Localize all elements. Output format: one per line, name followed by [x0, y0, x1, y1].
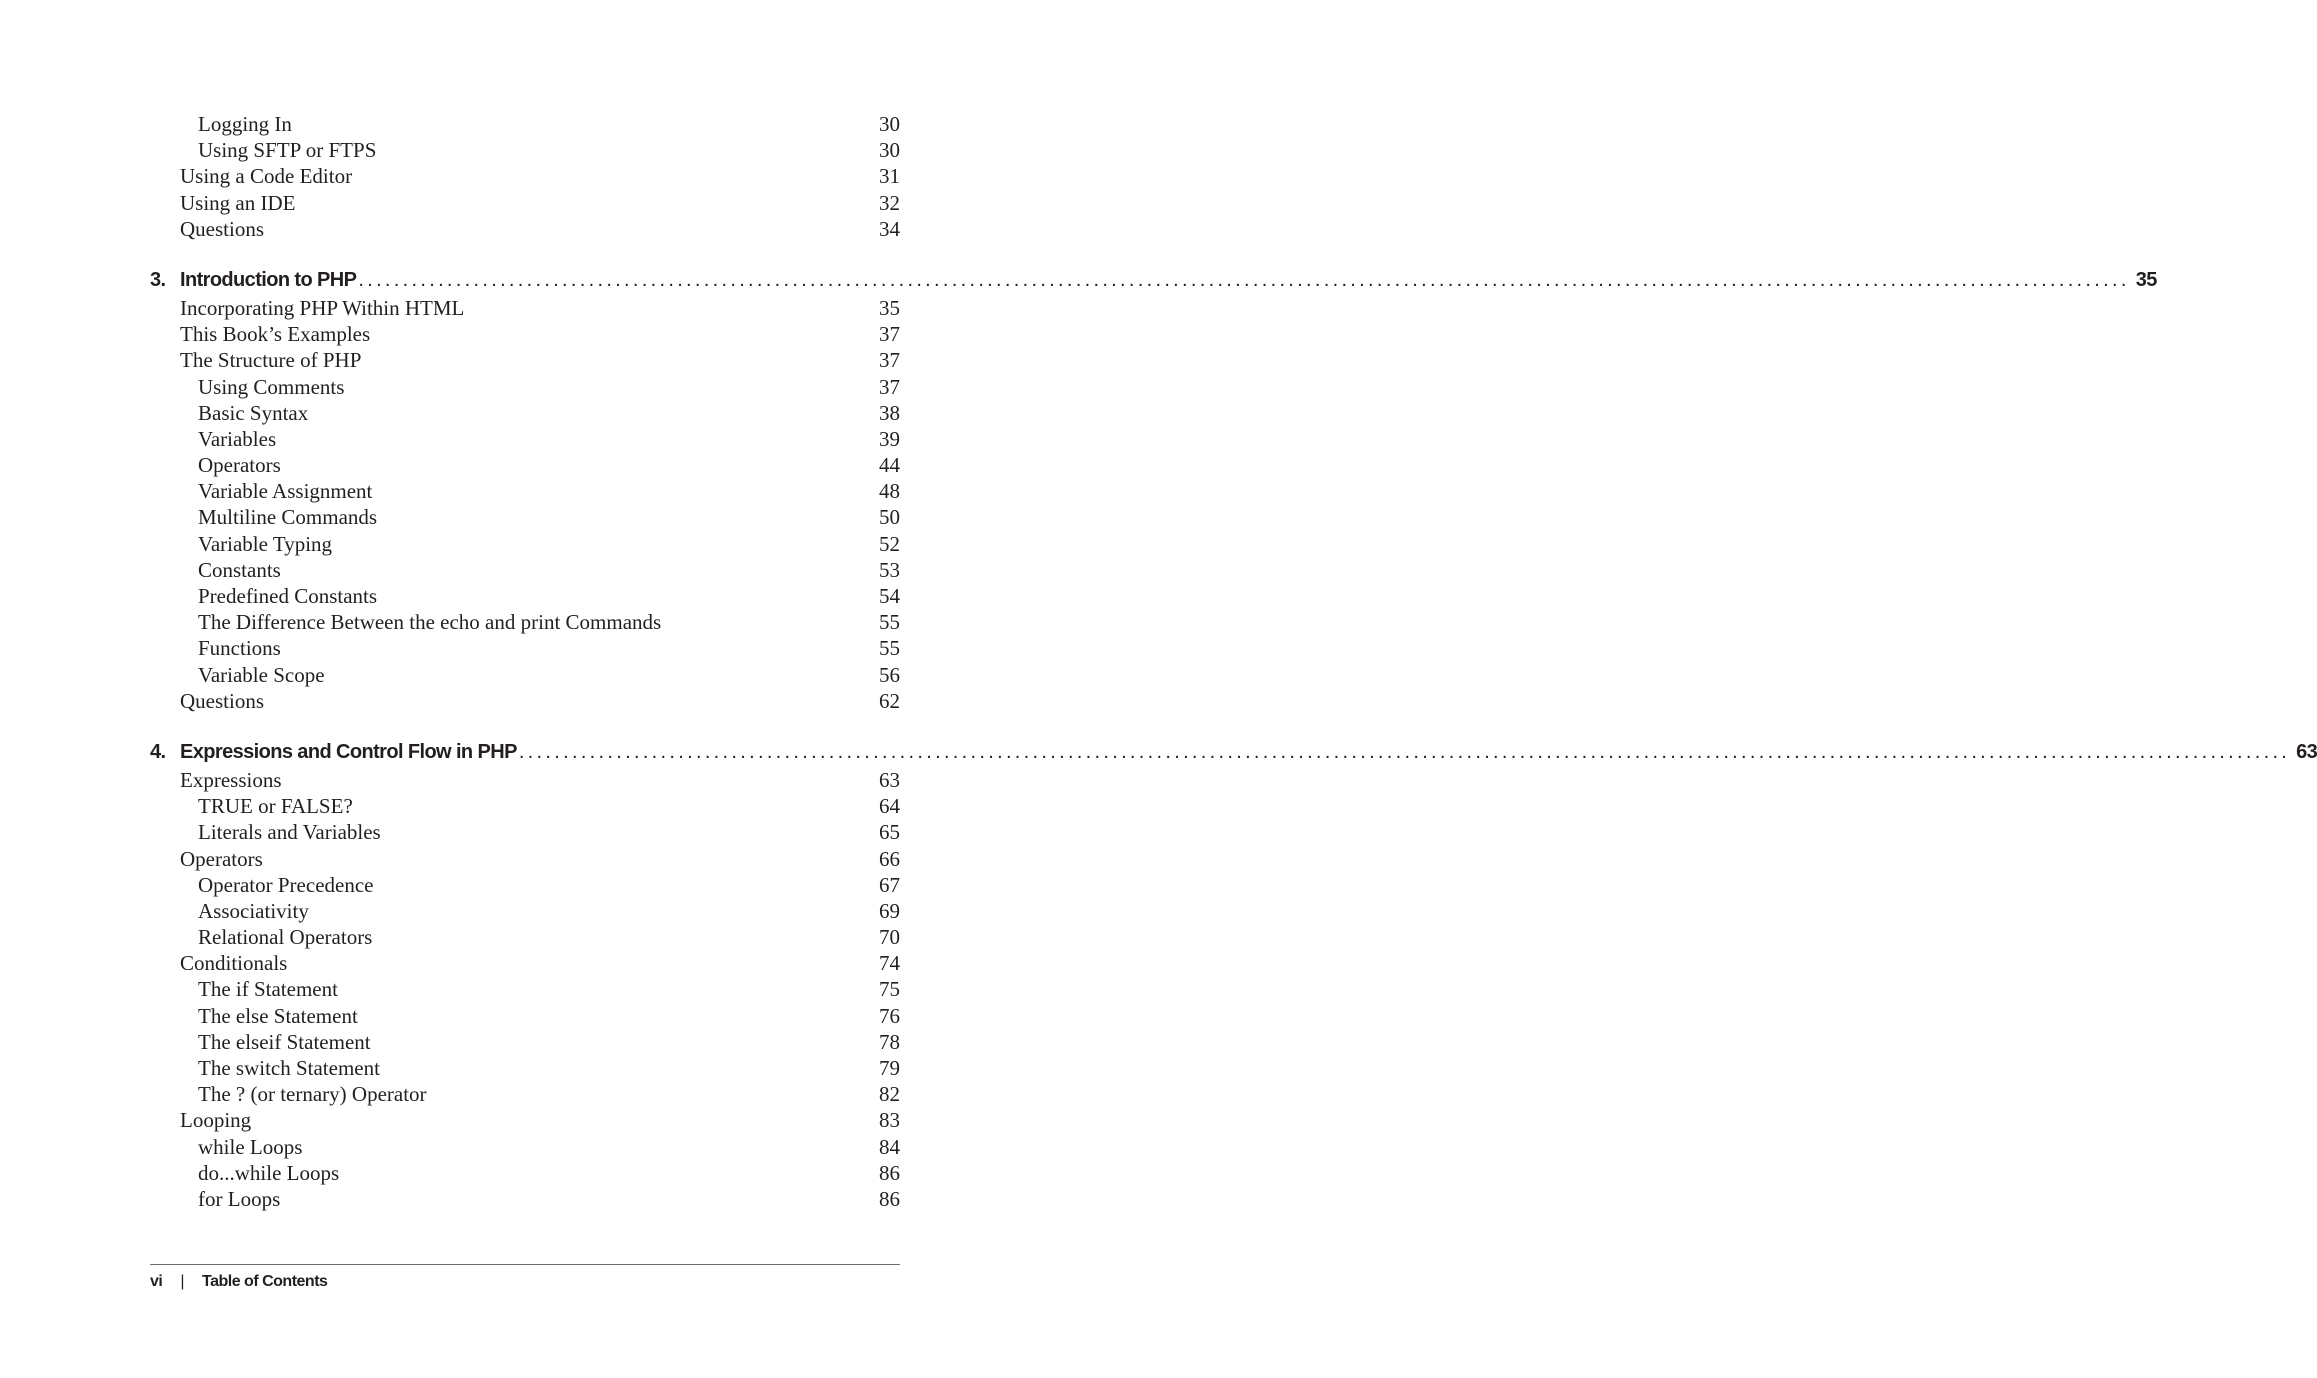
toc-subsection-entry — [150, 504, 900, 530]
toc-section-entry — [150, 321, 900, 347]
entry-page-number: 76 — [879, 1003, 900, 1028]
toc-subsection-entry — [150, 531, 900, 557]
entry-page-number: 79 — [879, 1056, 900, 1080]
entry-page-number: 48 — [879, 479, 900, 504]
entry-page-number: 66 — [879, 846, 900, 871]
entry-page-number: 44 — [879, 453, 900, 478]
entry-page-number: 38 — [879, 400, 900, 425]
entry-title: Operators — [180, 846, 263, 871]
entry-page-number: 75 — [879, 977, 900, 1002]
toc-section-entry — [150, 767, 900, 793]
entry-page-number: 34 — [879, 216, 900, 241]
entry-title: Variables — [198, 426, 277, 451]
entry-title: Operators — [198, 453, 281, 478]
chapter-page-number: 63 — [2296, 740, 2317, 763]
table-of-contents — [150, 111, 2317, 1212]
chapter-number: 3. — [150, 268, 166, 291]
toc-chapter-heading — [150, 738, 2317, 767]
entry-title: Conditionals — [180, 951, 288, 976]
entry-title: Questions — [180, 688, 264, 713]
toc-subsection-entry — [150, 583, 900, 609]
entry-page-number: 74 — [879, 951, 900, 976]
entry-title: Functions — [198, 636, 281, 661]
toc-subsection-entry — [150, 426, 900, 452]
entry-title: This Book’s Examples — [180, 322, 371, 347]
footer-page-number: vi — [150, 1273, 163, 1290]
toc-subsection-entry — [150, 793, 900, 819]
entry-title: Constants — [198, 557, 281, 582]
entry-title: Variable Scope — [198, 662, 325, 687]
toc-subsection-entry — [150, 609, 900, 635]
entry-page-number: 50 — [879, 505, 900, 530]
entry-title: Using an IDE — [180, 190, 296, 215]
toc-section-entry — [150, 216, 900, 242]
toc-section-entry — [150, 846, 900, 872]
entry-title: The Difference Between the echo and print Commands — [198, 610, 662, 635]
entry-page-number: 86 — [879, 1160, 900, 1185]
entry-title: Logging In — [198, 112, 292, 136]
toc-subsection-entry — [150, 557, 900, 583]
toc-subsection-entry — [150, 635, 900, 661]
entry-page-number: 32 — [879, 190, 900, 215]
entry-title: The Structure of PHP — [180, 348, 362, 373]
page-footer — [150, 1264, 900, 1290]
entry-title: Basic Syntax — [198, 400, 309, 425]
entry-page-number: 67 — [879, 872, 900, 897]
chapter-title: Introduction to PHP — [180, 268, 357, 291]
toc-subsection-entry — [150, 662, 900, 688]
chapter-title: Expressions and Control Flow in PHP — [180, 740, 517, 763]
entry-title: Associativity — [198, 898, 309, 923]
entry-title: Variable Typing — [198, 531, 333, 556]
entry-page-number: 56 — [879, 662, 900, 687]
entry-title: do...while Loops — [198, 1160, 340, 1185]
toc-subsection-entry — [150, 898, 900, 924]
toc-subsection-entry — [150, 1186, 900, 1212]
entry-page-number: 37 — [879, 322, 900, 347]
toc-subsection-entry — [150, 374, 900, 400]
entry-title: Using SFTP or FTPS — [198, 138, 377, 163]
dot-leader: ........................................................................................................................................................................................................ — [518, 740, 2291, 763]
entry-page-number: 55 — [879, 636, 900, 661]
toc-subsection-entry — [150, 976, 900, 1002]
entry-page-number: 78 — [879, 1029, 900, 1054]
entry-title: Relational Operators — [198, 925, 373, 950]
footer-separator: | — [180, 1273, 184, 1290]
toc-subsection-entry — [150, 478, 900, 504]
entry-title: Multiline Commands — [198, 505, 378, 530]
entry-title: Looping — [180, 1108, 252, 1133]
toc-subsection-entry — [150, 137, 900, 163]
entry-page-number: 54 — [879, 584, 900, 608]
toc-subsection-entry — [150, 872, 900, 898]
entry-title: The else Statement — [198, 1003, 358, 1028]
entry-page-number: 30 — [879, 138, 900, 163]
toc-section-entry — [150, 688, 900, 714]
entry-page-number: 39 — [879, 426, 900, 451]
footer-section-title: Table of Contents — [202, 1273, 328, 1290]
entry-page-number: 65 — [879, 820, 900, 845]
entry-page-number: 86 — [879, 1186, 900, 1211]
entry-title: TRUE or FALSE? — [198, 794, 353, 819]
entry-page-number: 55 — [879, 610, 900, 635]
entry-title: Using Comments — [198, 374, 345, 399]
entry-page-number: 70 — [879, 925, 900, 950]
toc-subsection-entry — [150, 452, 900, 478]
toc-subsection-entry — [150, 1029, 900, 1055]
toc-section-entry — [150, 1107, 900, 1133]
entry-title: while Loops — [198, 1134, 303, 1159]
entry-title: Expressions — [180, 767, 282, 792]
entry-title: The switch Statement — [198, 1056, 380, 1080]
toc-section-entry — [150, 950, 900, 976]
entry-page-number: 69 — [879, 898, 900, 923]
toc-subsection-entry — [150, 1055, 900, 1081]
entry-page-number: 52 — [879, 531, 900, 556]
entry-page-number: 37 — [879, 348, 900, 373]
toc-chapter-heading — [150, 266, 2157, 295]
entry-title: Using a Code Editor — [180, 164, 353, 189]
entry-title: Operator Precedence — [198, 872, 374, 897]
entry-title: Variable Assignment — [198, 479, 373, 504]
entry-title: Questions — [180, 216, 264, 241]
entry-title: The elseif Statement — [198, 1029, 371, 1054]
entry-page-number: 31 — [879, 164, 900, 189]
entry-page-number: 35 — [879, 295, 900, 320]
dot-leader: ........................................................................................................................................................................................................ — [358, 268, 2130, 291]
entry-title: Predefined Constants — [198, 584, 378, 608]
toc-subsection-entry — [150, 1003, 900, 1029]
entry-page-number: 30 — [879, 112, 900, 136]
entry-page-number: 83 — [879, 1108, 900, 1133]
entry-page-number: 62 — [879, 688, 900, 713]
entry-page-number: 63 — [879, 767, 900, 792]
toc-section-entry — [150, 163, 900, 189]
toc-subsection-entry — [150, 111, 900, 137]
toc-subsection-entry — [150, 1081, 900, 1107]
entry-page-number: 37 — [879, 374, 900, 399]
footer-text — [150, 1273, 327, 1291]
toc-subsection-entry — [150, 1160, 900, 1186]
toc-section-entry — [150, 190, 900, 216]
toc-section-entry — [150, 295, 900, 321]
toc-subsection-entry — [150, 819, 900, 845]
chapter-page-number: 35 — [2135, 268, 2157, 291]
entry-title: Literals and Variables — [198, 820, 381, 845]
toc-subsection-entry — [150, 1134, 900, 1160]
entry-page-number: 53 — [879, 557, 900, 582]
toc-section-entry — [150, 347, 900, 373]
entry-page-number: 82 — [879, 1082, 900, 1107]
toc-subsection-entry — [150, 924, 900, 950]
toc-subsection-entry — [150, 400, 900, 426]
entry-title: for Loops — [198, 1186, 281, 1211]
entry-title: The ? (or ternary) Operator — [198, 1082, 427, 1107]
chapter-number: 4. — [150, 740, 166, 763]
entry-page-number: 84 — [879, 1134, 900, 1159]
entry-title: The if Statement — [198, 977, 338, 1002]
entry-page-number: 64 — [879, 794, 900, 819]
entry-title: Incorporating PHP Within HTML — [180, 295, 465, 320]
